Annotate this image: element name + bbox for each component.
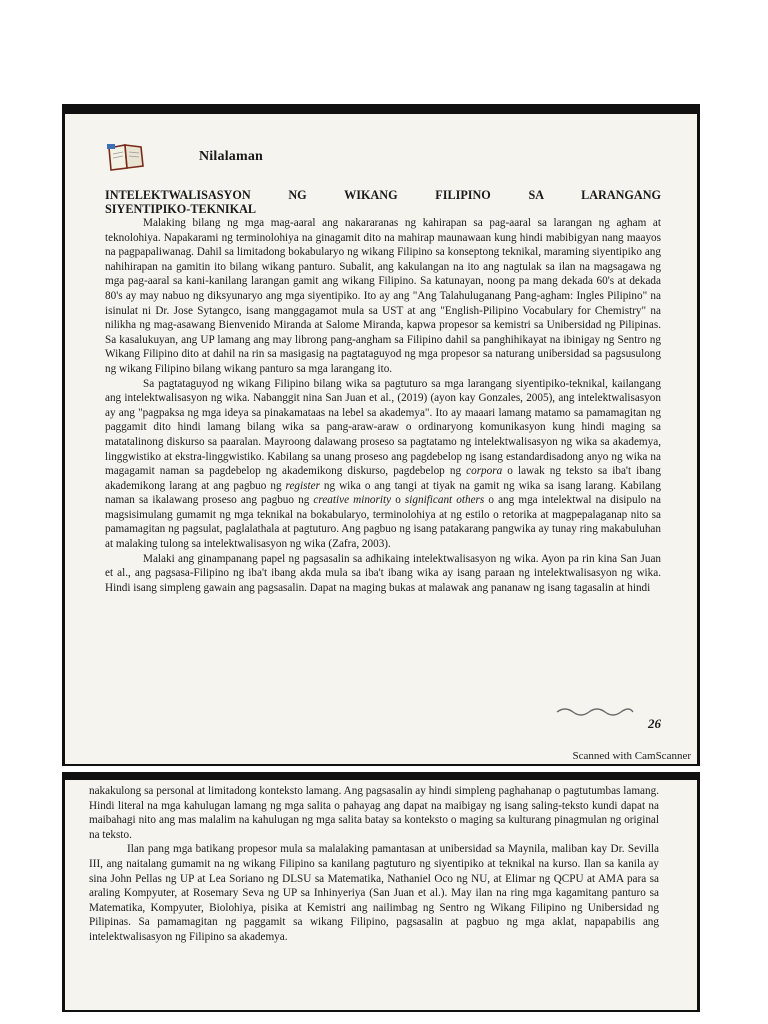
term-corpora: corpora bbox=[466, 465, 503, 478]
paragraph-2-text-a: Sa pagtataguyod ng wikang Filipino bilang wika sa pagtuturo sa mga larangang siyentipiko-teknikal, kailangang ang intelektwalisasyon ng wika. Nabanggit nina San Juan et al., (2019) (ayon kay Gonzales, 2005), ang intelektwalisasyon ay ang "pagpaksa ng mga ideya sa pinakamataas na lebel sa akademya". Ito ay maaari lamang matamo sa pamamagitan ng paggamit dito hindi lamang bilang wika sa pang-araw-araw o ordinaryong komunikasyon kung hindi maging sa matatalinong diskurso sa paaralan. Mayroong dalawang proseso sa pagtatamo ng intelektwalisasyon ng wika sa akademya, linggwistiko at ekstra-linggwistiko. Kabilang sa unang proseso ang pagdebelop ng isang estandardisadong anyo ng wika na magagamit naman sa pagdebelop ng akademikong diskurso, pagdebelop ng bbox=[105, 377, 661, 478]
paragraph-2-text-b: o lawak ng teksto sa iba't ibang akademikong larang at ang pagbuo ng bbox=[105, 465, 662, 492]
scanned-page-bottom bbox=[62, 772, 700, 1012]
term-creative-minority: creative minority bbox=[313, 494, 392, 507]
page-paper-bottom bbox=[65, 780, 697, 1010]
paragraph-2-text-c: ng wika o ang tangi at tiyak na gamit ng wika sa isang larang. Kabilang naman sa ikalawang proseso ang pagbuo ng bbox=[105, 479, 661, 507]
paragraph-5: Ilan pang mga batikang propesor mula sa malalaking pamantasan at unibersidad sa Maynila, maliban kay Dr. Sevilla III, ang naitalang gumamit na ng wikang Filipino sa kanilang pagtuturo ng siyentipiko at teknikal na kurso. Ilan sa kanila ay sina John Pellas ng UP at Lea Soriano ng DLSU sa Matematika, Nathaniel Oco ng NU, at Elimar ng QCPU at AMA para sa araling Kompyuter, at Rosemary Seva ng UP sa Inhinyeriya (San Juan et al.). May ilan na ring mga kagamitang panturo sa Matematika, Kompyuter, Biolohiya, pisika at Kemistri ang nailimbag ng Sentro ng Wikang Filipino ng Unibersidad ng Pilipinas. Sa pamamagitan ng paggamit sa wikang Filipino, pagsasalin at pagbuo ng mga aklat, napapabilis ang intelektwalisasyon ng Filipino sa akademya. bbox=[89, 843, 659, 943]
page-number: 26 bbox=[648, 716, 661, 731]
paragraph-2-text-e: o ang mga intelektwal na disipulo na magsisimulang gumamit ng mga teknikal na bokabularyo, terminolohiya at ng estilo o retorika at magpepalaganap nito sa pamamagitan ng pagsulat, paglalathala at pagtuturo. Ang pagbuo ng isang patakarang pangwika ay tunay ring makabuluhan at malaking tulong sa intelektwalisasyon ng wika (Zafra, 2003). bbox=[105, 494, 661, 551]
paragraph-3: Malaki ang ginampanang papel ng pagsasalin sa adhikaing intelektwalisasyon ng wika. Ayon pa rin kina San Juan et al., ang pagsasa-Filipino ng iba't ibang akda mula sa iba't ibang wika ay isang paraan ng intelektwalisasyon ng wika. Hindi isang simpleng gawain ang pagsasalin. Dapat na maging bukas at malawak ang pananaw ng isang tagasalin at hindi bbox=[105, 552, 661, 594]
paragraph-1: Malaking bilang ng mga mag-aaral ang nakararanas ng kahirapan sa pag-aaral sa larangan ng agham at teknolohiya. Napakarami ng terminolohiya na ginagamit dito na mahirap maunawaan kung hindi mabibigyan nang maayos na pagpapaliwanag. Dahil sa limitadong bokabularyo ng wikang Filipino sa konseptong teknikal, maraming siyentipiko ang nahihirapan na gamitin ito bilang wikang panturo. Subalit, ang kakulangan na ito ang nagtulak sa ilan na magsagawa ng mga pag-aaral sa kani-kanilang larangan gamit ang wikang Filipino. Sa katunayan, noong pa mang dekada 60's at dekada 80's ay may nabuo ng diksyunaryo ang mga siyentipiko. Ito ay ang "Ang Talahuluganang Pang-agham: Ingles Pilipino" na isinulat ni Dr. Jose Sytangco, isang manggagamot mula sa UST at ang "English-Pilipino Vocabulary for Chemistry" na nilikha ng mag-asawang Bienvenido Miranda at Salome Miranda, kapwa propesor sa kemistri sa Unibersidad ng Pilipinas. Sa kasalukuyan, ang UP lamang ang may librong pang-angham sa Filipino dahil sa panghihikayat na ibinigay ng Sentro ng Wikang Filipino dito at dahil na rin sa masigasig na pagtataguyod ng mga propesor sa naturang unibersidad sa pagsusulong ng wikang Filipino bilang wikang panturo sa mga larangang ito. bbox=[105, 217, 661, 375]
paragraph-2-text-d: o bbox=[391, 494, 405, 507]
paragraph-4: nakakulong sa personal at limitadong konteksto lamang. Ang pagsasalin ay hindi simpleng paghahanap o pagtutumbas lamang. Hindi literal na mga kahulugan lamang ng mga salita o pahayag ang dapat na maibigay ng isang saling-teksto kundi dapat na maibahagi nito ang mas malalim na kahulugan ng mga salita batay sa konteksto o maging sa kulturang pinagmulan ng original na teksto. bbox=[89, 785, 659, 841]
page-paper-top bbox=[65, 114, 697, 764]
document-title-line-1: INTELEKTWALISASYON NG WIKANG FILIPINO SA LARANGANG bbox=[105, 188, 661, 202]
section-heading: Nilalaman bbox=[199, 149, 264, 164]
decorative-flourish bbox=[555, 704, 635, 718]
paragraph-2 bbox=[105, 377, 661, 552]
section-header bbox=[105, 140, 661, 174]
open-book-icon bbox=[105, 142, 149, 172]
term-significant-others: significant others bbox=[404, 494, 485, 507]
document-title-line-2: SIYENTIPIKO-TEKNIKAL bbox=[105, 202, 257, 216]
scanned-page-top bbox=[62, 104, 700, 766]
term-register: register bbox=[285, 479, 320, 492]
scanner-watermark: Scanned with CamScanner bbox=[572, 750, 691, 762]
